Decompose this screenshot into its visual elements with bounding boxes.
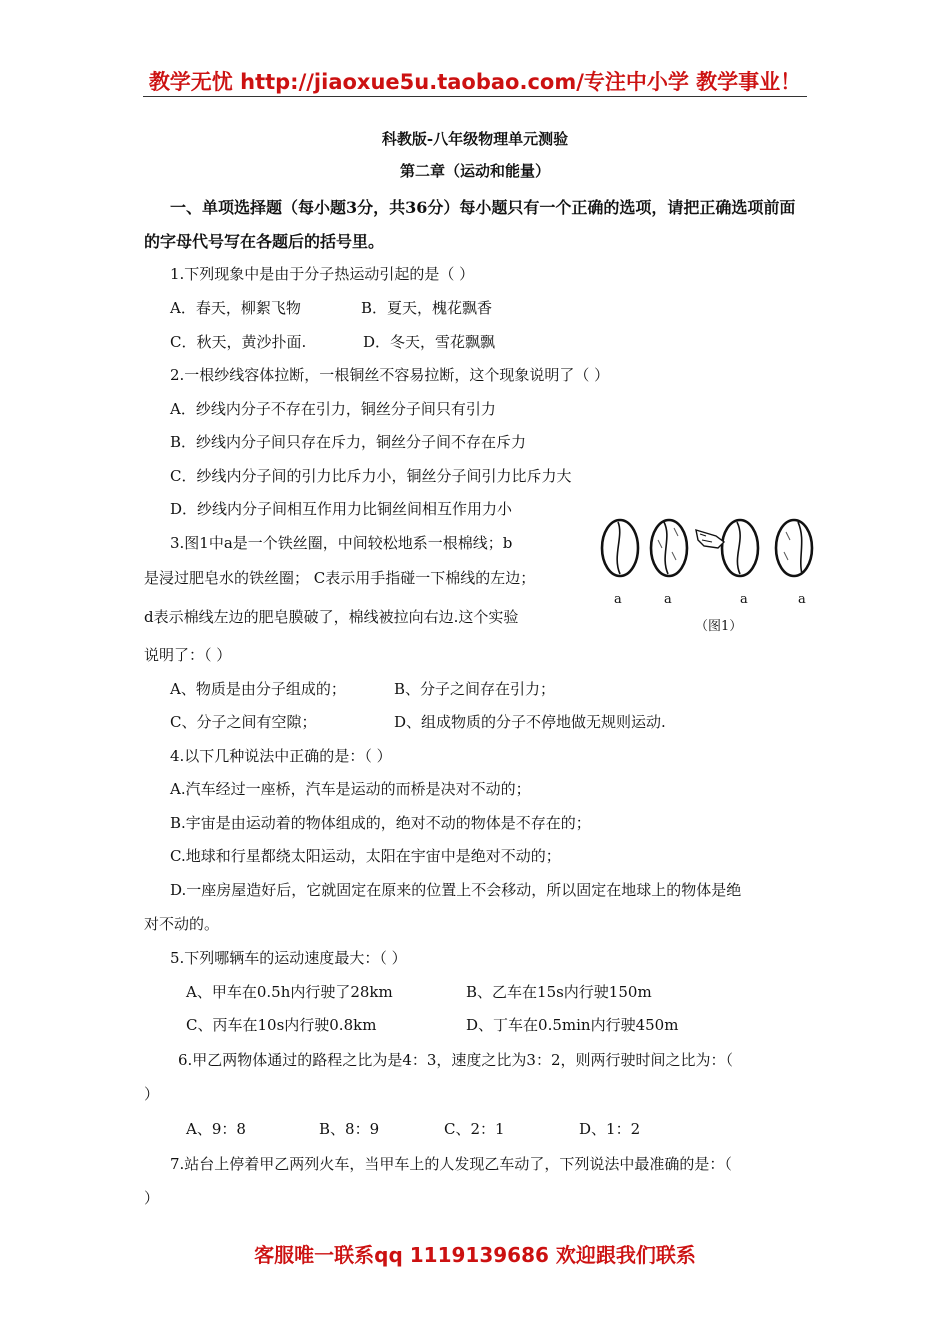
question-6-option-a: A、9：8 <box>186 1120 246 1138</box>
header-banner: 教学无忧 http://jiaoxue5u.taobao.com/专注中小学 教学事业！ <box>148 70 802 94</box>
question-3-option-c: C、分子之间有空隙； <box>170 713 317 731</box>
header-divider <box>143 96 807 97</box>
doc-title: 科教版-八年级物理单元测验 <box>381 130 569 148</box>
figure-label-c: a <box>740 592 748 607</box>
question-3-line-4: 说明了：（ ） <box>144 646 232 664</box>
question-6-option-c: C、2：1 <box>444 1120 505 1138</box>
question-1-option-a: A．春天，柳絮飞物 <box>170 299 301 317</box>
section-heading-cont: 的字母代号写在各题后的括号里。 <box>144 232 385 251</box>
question-1-option-d: D．冬天，雪花飘飘 <box>363 333 496 351</box>
question-4-option-a: A.汽车经过一座桥，汽车是运动的而桥是决对不动的； <box>170 780 531 798</box>
question-2-option-b: B．纱线内分子间只存在斥力，铜丝分子间不存在斥力 <box>170 433 527 451</box>
question-4-option-d: D.一座房屋造好后，它就固定在原来的位置上不会移动，所以固定在地球上的物体是绝 <box>170 881 742 899</box>
question-7-line-1: 7.站台上停着甲乙两列火车，当甲车上的人发现乙车动了，下列说法中最准确的是：（ <box>170 1155 732 1173</box>
question-3-option-d: D、组成物质的分子不停地做无规则运动. <box>394 713 666 731</box>
question-6-option-b: B、8：9 <box>319 1120 380 1138</box>
question-1-option-b: B．夏天，槐花飘香 <box>361 299 493 317</box>
question-5-option-a: A、甲车在0.5h内行驶了28km <box>186 983 393 1001</box>
question-4-option-b: B.宇宙是由运动着的物体组成的，绝对不动的物体是不存在的； <box>170 814 591 832</box>
wire-loop-a-diagram <box>602 520 638 576</box>
question-4-option-d-cont: 对不动的。 <box>144 915 220 933</box>
question-1-option-c: C．秋天，黄沙扑面. <box>170 333 307 351</box>
question-1-stem: 1.下列现象中是由于分子热运动引起的是（ ） <box>170 265 475 283</box>
question-3-option-b: B、分子之间存在引力； <box>394 680 556 698</box>
question-2-option-d: D．纱线内分子间相互作用力比铜丝间相互作用力小 <box>170 500 513 518</box>
question-6-line-1: 6.甲乙两物体通过的路程之比为是4：3，速度之比为3：2，则两行驶时间之比为：（ <box>178 1051 733 1069</box>
wire-loop-b-diagram <box>651 520 687 576</box>
chapter-title: 第二章（运动和能量） <box>399 162 550 180</box>
question-2-stem: 2.一根纱线容体拉断，一根铜丝不容易拉断，这个现象说明了（ ） <box>170 366 610 384</box>
question-5-stem: 5.下列哪辆车的运动速度最大：（ ） <box>170 949 407 967</box>
question-3-option-a: A、物质是由分子组成的； <box>170 680 346 698</box>
question-2-option-c: C．纱线内分子间的引力比斥力小，铜丝分子间引力比斥力大 <box>170 467 572 485</box>
figure-caption: （图1） <box>695 619 743 634</box>
wire-loop-d-diagram <box>776 520 812 576</box>
question-7-line-2: ） <box>144 1189 160 1207</box>
footer-contact: 客服唯一联系qq 1119139686 欢迎跟我们联系 <box>254 1243 696 1267</box>
question-4-stem: 4.以下几种说法中正确的是：（ ） <box>170 747 392 765</box>
question-4-option-c: C.地球和行星都绕太阳运动，太阳在宇宙中是绝对不动的； <box>170 847 561 865</box>
question-5-option-d: D、丁车在0.5min内行驶450m <box>466 1016 679 1034</box>
wire-loop-c-finger-diagram <box>696 520 758 576</box>
figure-label-b: a <box>664 592 672 607</box>
question-3-line-2: 是浸过肥皂水的铁丝圈； C表示用手指碰一下棉线的左边； <box>144 569 536 587</box>
figure-label-d: a <box>798 592 806 607</box>
question-5-option-c: C、丙车在10s内行驶0.8km <box>186 1016 377 1034</box>
question-2-option-a: A．纱线内分子不存在引力，铜丝分子间只有引力 <box>170 400 496 418</box>
question-6-option-d: D、1：2 <box>579 1120 641 1138</box>
question-3-line-3: d表示棉线左边的肥皂膜破了，棉线被拉向右边.这个实验 <box>144 608 519 626</box>
figure-label-a: a <box>614 592 622 607</box>
question-3-line-1: 3.图1中a是一个铁丝圈，中间较松地系一根棉线；b <box>170 534 513 552</box>
figure-1-diagram <box>592 512 822 588</box>
question-5-option-b: B、乙车在15s内行驶150m <box>466 983 652 1001</box>
question-6-line-2: ） <box>144 1085 160 1103</box>
section-heading: 一、单项选择题（每小题3分，共36分）每小题只有一个正确的选项，请把正确选项前面 <box>170 198 796 217</box>
